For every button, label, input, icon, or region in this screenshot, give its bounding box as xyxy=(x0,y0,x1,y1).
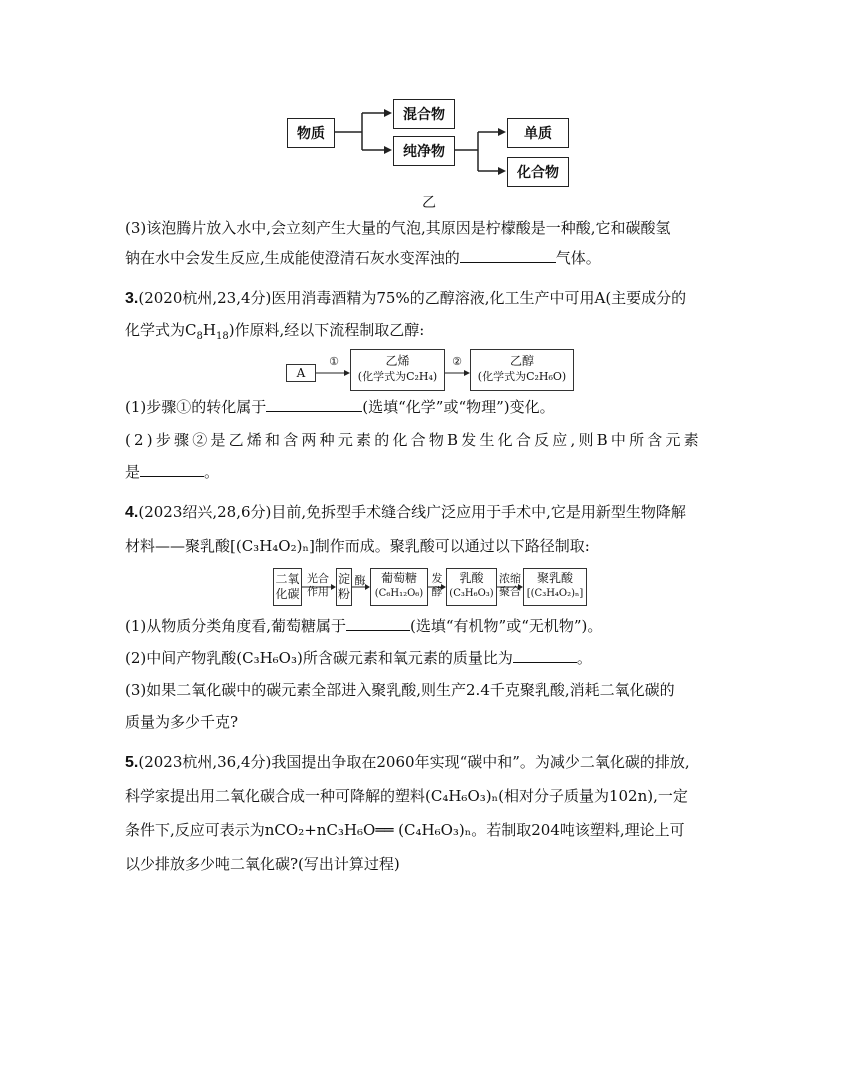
answer-blank[interactable] xyxy=(266,397,362,412)
tree-element-box: 单质 xyxy=(507,118,569,148)
tree-root-box: 物质 xyxy=(287,118,335,148)
ethylene-box: 乙烯 (化学式为C₂H₄) xyxy=(350,349,445,391)
q5-line4: 以少排放多少吨二氧化碳?(写出计算过程) xyxy=(125,855,400,873)
q4-part3-line1: (3)如果二氧化碳中的碳元素全部进入聚乳酸,则生产2.4千克聚乳酸,消耗二氧化碳的 xyxy=(125,681,675,699)
photosynthesis-label: 光合作用 xyxy=(307,572,329,598)
lactic-acid-box: 乳酸 (C₃H₆O₃) xyxy=(446,568,497,606)
q3-part2-line1: (2)步骤②是乙烯和含两种元素的化合物B发生化合反应,则B中所含元素 xyxy=(125,431,702,449)
diagram-caption: 乙 xyxy=(422,195,436,211)
polymerization-label: 浓缩聚合 xyxy=(499,572,521,598)
answer-blank[interactable] xyxy=(346,616,410,631)
flow-a-box: A xyxy=(286,364,316,382)
answer-blank[interactable] xyxy=(460,248,556,263)
fermentation-label: 发酵 xyxy=(431,572,443,598)
q3-part2-line2: 是 。 xyxy=(125,463,220,481)
tree-compound-box: 化合物 xyxy=(507,157,569,187)
q5-line1: 5.(2023杭州,36,4分)我国提出争取在2060年实现“碳中和”。为减少二氧化碳的排放, xyxy=(125,753,690,771)
q5-line3: 条件下,反应可表示为nCO₂+nC₃H₆O══ (C₄H₆O₃)ₙ。若制取204吨该塑料,理论上可 xyxy=(125,821,685,839)
tree-mixture-box: 混合物 xyxy=(393,99,455,129)
q2-part3-line1: (3)该泡腾片放入水中,会立刻产生大量的气泡,其原因是柠檬酸是一种酸,它和碳酸氢 xyxy=(125,219,671,237)
tree-pure-box: 纯净物 xyxy=(393,136,455,166)
co2-box: 二氧化碳 xyxy=(273,568,302,606)
starch-box: 淀粉 xyxy=(336,568,352,606)
q4-part1: (1)从物质分类角度看,葡萄糖属于 (选填“有机物”或“无机物”)。 xyxy=(125,617,603,635)
q4-line2: 材料——聚乳酸[(C₃H₄O₂)ₙ]制作而成。聚乳酸可以通过以下路径制取: xyxy=(125,537,590,555)
q4-part3-line2: 质量为多少千克? xyxy=(125,713,239,731)
step1-label: ① xyxy=(329,355,339,368)
q3-part1: (1)步骤①的转化属于 (选填“化学”或“物理”)变化。 xyxy=(125,398,555,416)
answer-blank[interactable] xyxy=(140,462,204,477)
q2-part3-line2: 钠在水中会发生反应,生成能使澄清石灰水变浑浊的 气体。 xyxy=(125,249,601,267)
step2-label: ② xyxy=(452,355,462,368)
q4-line1: 4.(2023绍兴,28,6分)目前,免拆型手术缝合线广泛应用于手术中,它是用新型生物降解 xyxy=(125,503,686,521)
answer-blank[interactable] xyxy=(513,648,577,663)
q3-line1: 3.(2020杭州,23,4分)医用消毒酒精为75%的乙醇溶液,化工生产中可用A(主要成分的 xyxy=(125,289,687,307)
q4-part2: (2)中间产物乳酸(C₃H₆O₃)所含碳元素和氧元素的质量比为 。 xyxy=(125,649,592,667)
glucose-box: 葡萄糖 (C₆H₁₂O₆) xyxy=(370,568,428,606)
enzyme-label: 酶 xyxy=(354,574,366,587)
q3-line2: 化学式为$C_8H_{18}$)作原料,经以下流程制取乙醇: xyxy=(125,321,425,342)
q5-line2: 科学家提出用二氧化碳合成一种可降解的塑料(C₄H₆O₃)ₙ(相对分子质量为102n),一定 xyxy=(125,787,688,805)
pla-box: 聚乳酸 [(C₃H₄O₂)ₙ] xyxy=(523,568,587,606)
ethanol-box: 乙醇 (化学式为C₂H₆O) xyxy=(470,349,574,391)
